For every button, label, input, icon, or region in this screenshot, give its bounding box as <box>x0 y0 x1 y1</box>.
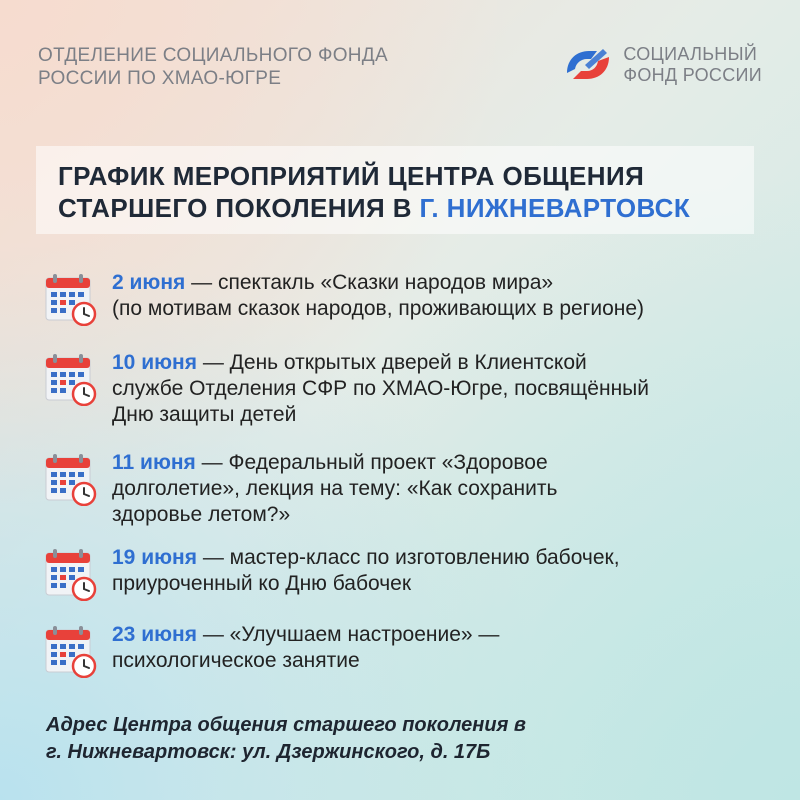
event-line <box>112 450 782 476</box>
brand-block <box>563 44 762 86</box>
event-line <box>112 350 782 376</box>
brand-name <box>623 44 762 86</box>
event-line-text: психологическое занятие <box>112 649 360 672</box>
event-line <box>112 376 782 402</box>
calendar-clock-icon <box>44 452 98 506</box>
event-line-text: здоровье летом?» <box>112 503 291 526</box>
event-line-text: — спектакль «Сказки народов мира» <box>191 271 554 294</box>
title-line2 <box>58 192 754 224</box>
calendar-clock-icon <box>44 352 98 406</box>
event-line <box>112 648 782 674</box>
address <box>46 712 766 766</box>
event-text <box>112 350 782 428</box>
event-text <box>112 545 782 597</box>
event-line <box>112 270 782 296</box>
event-line-text: службе Отделения СФР по ХМАО-Югре, посвящённый <box>112 377 649 400</box>
event-date: 19 июня <box>112 546 197 569</box>
event-line-text: — Федеральный проект «Здоровое <box>201 451 548 474</box>
page-title <box>36 146 754 234</box>
org-name <box>38 44 388 90</box>
address-line2: г. Нижневартовск: ул. Дзержинского, д. 17Б <box>46 741 491 763</box>
event-line-text: — «Улучшаем настроение» — <box>202 623 500 646</box>
event-line <box>112 402 782 428</box>
title-line1: ГРАФИК МЕРОПРИЯТИЙ ЦЕНТРА ОБЩЕНИЯ <box>58 161 645 191</box>
calendar-clock-icon <box>44 624 98 678</box>
event-line <box>112 545 782 571</box>
event-line <box>112 622 782 648</box>
event-text <box>112 450 782 528</box>
event-line <box>112 296 782 322</box>
event-date: 11 июня <box>112 451 196 474</box>
title-city: Г. НИЖНЕВАРТОВСК <box>419 193 691 223</box>
event-line-text: приуроченный ко Дню бабочек <box>112 572 412 595</box>
calendar-clock-icon <box>44 272 98 326</box>
event-line <box>112 502 782 528</box>
event-line-text: (по мотивам сказок народов, проживающих в регионе) <box>112 297 645 320</box>
event-line-text: — День открытых дверей в Клиентской <box>202 351 587 374</box>
event-line <box>112 476 782 502</box>
calendar-clock-icon <box>44 547 98 601</box>
event-line-text: долголетие», лекция на тему: «Как сохранить <box>112 477 558 500</box>
title-line2-prefix: СТАРШЕГО ПОКОЛЕНИЯ В <box>58 193 420 223</box>
event-text <box>112 270 782 322</box>
event-line-text: Дню защиты детей <box>112 403 297 426</box>
event-date: 2 июня <box>112 271 186 294</box>
event-text <box>112 622 782 674</box>
org-name-line2: РОССИИ ПО ХМАО-ЮГРЕ <box>38 68 282 89</box>
org-name-line1: ОТДЕЛЕНИЕ СОЦИАЛЬНОГО ФОНДА <box>38 45 388 66</box>
sfr-logo-icon <box>563 45 613 85</box>
event-line-text: — мастер-класс по изготовлению бабочек, <box>202 546 620 569</box>
event-date: 23 июня <box>112 623 197 646</box>
address-line1: Адрес Центра общения старшего поколения в <box>46 714 526 736</box>
brand-name-line2: ФОНД РОССИИ <box>623 65 762 85</box>
event-line <box>112 571 782 597</box>
event-date: 10 июня <box>112 351 197 374</box>
brand-name-line1: СОЦИАЛЬНЫЙ <box>623 44 758 64</box>
